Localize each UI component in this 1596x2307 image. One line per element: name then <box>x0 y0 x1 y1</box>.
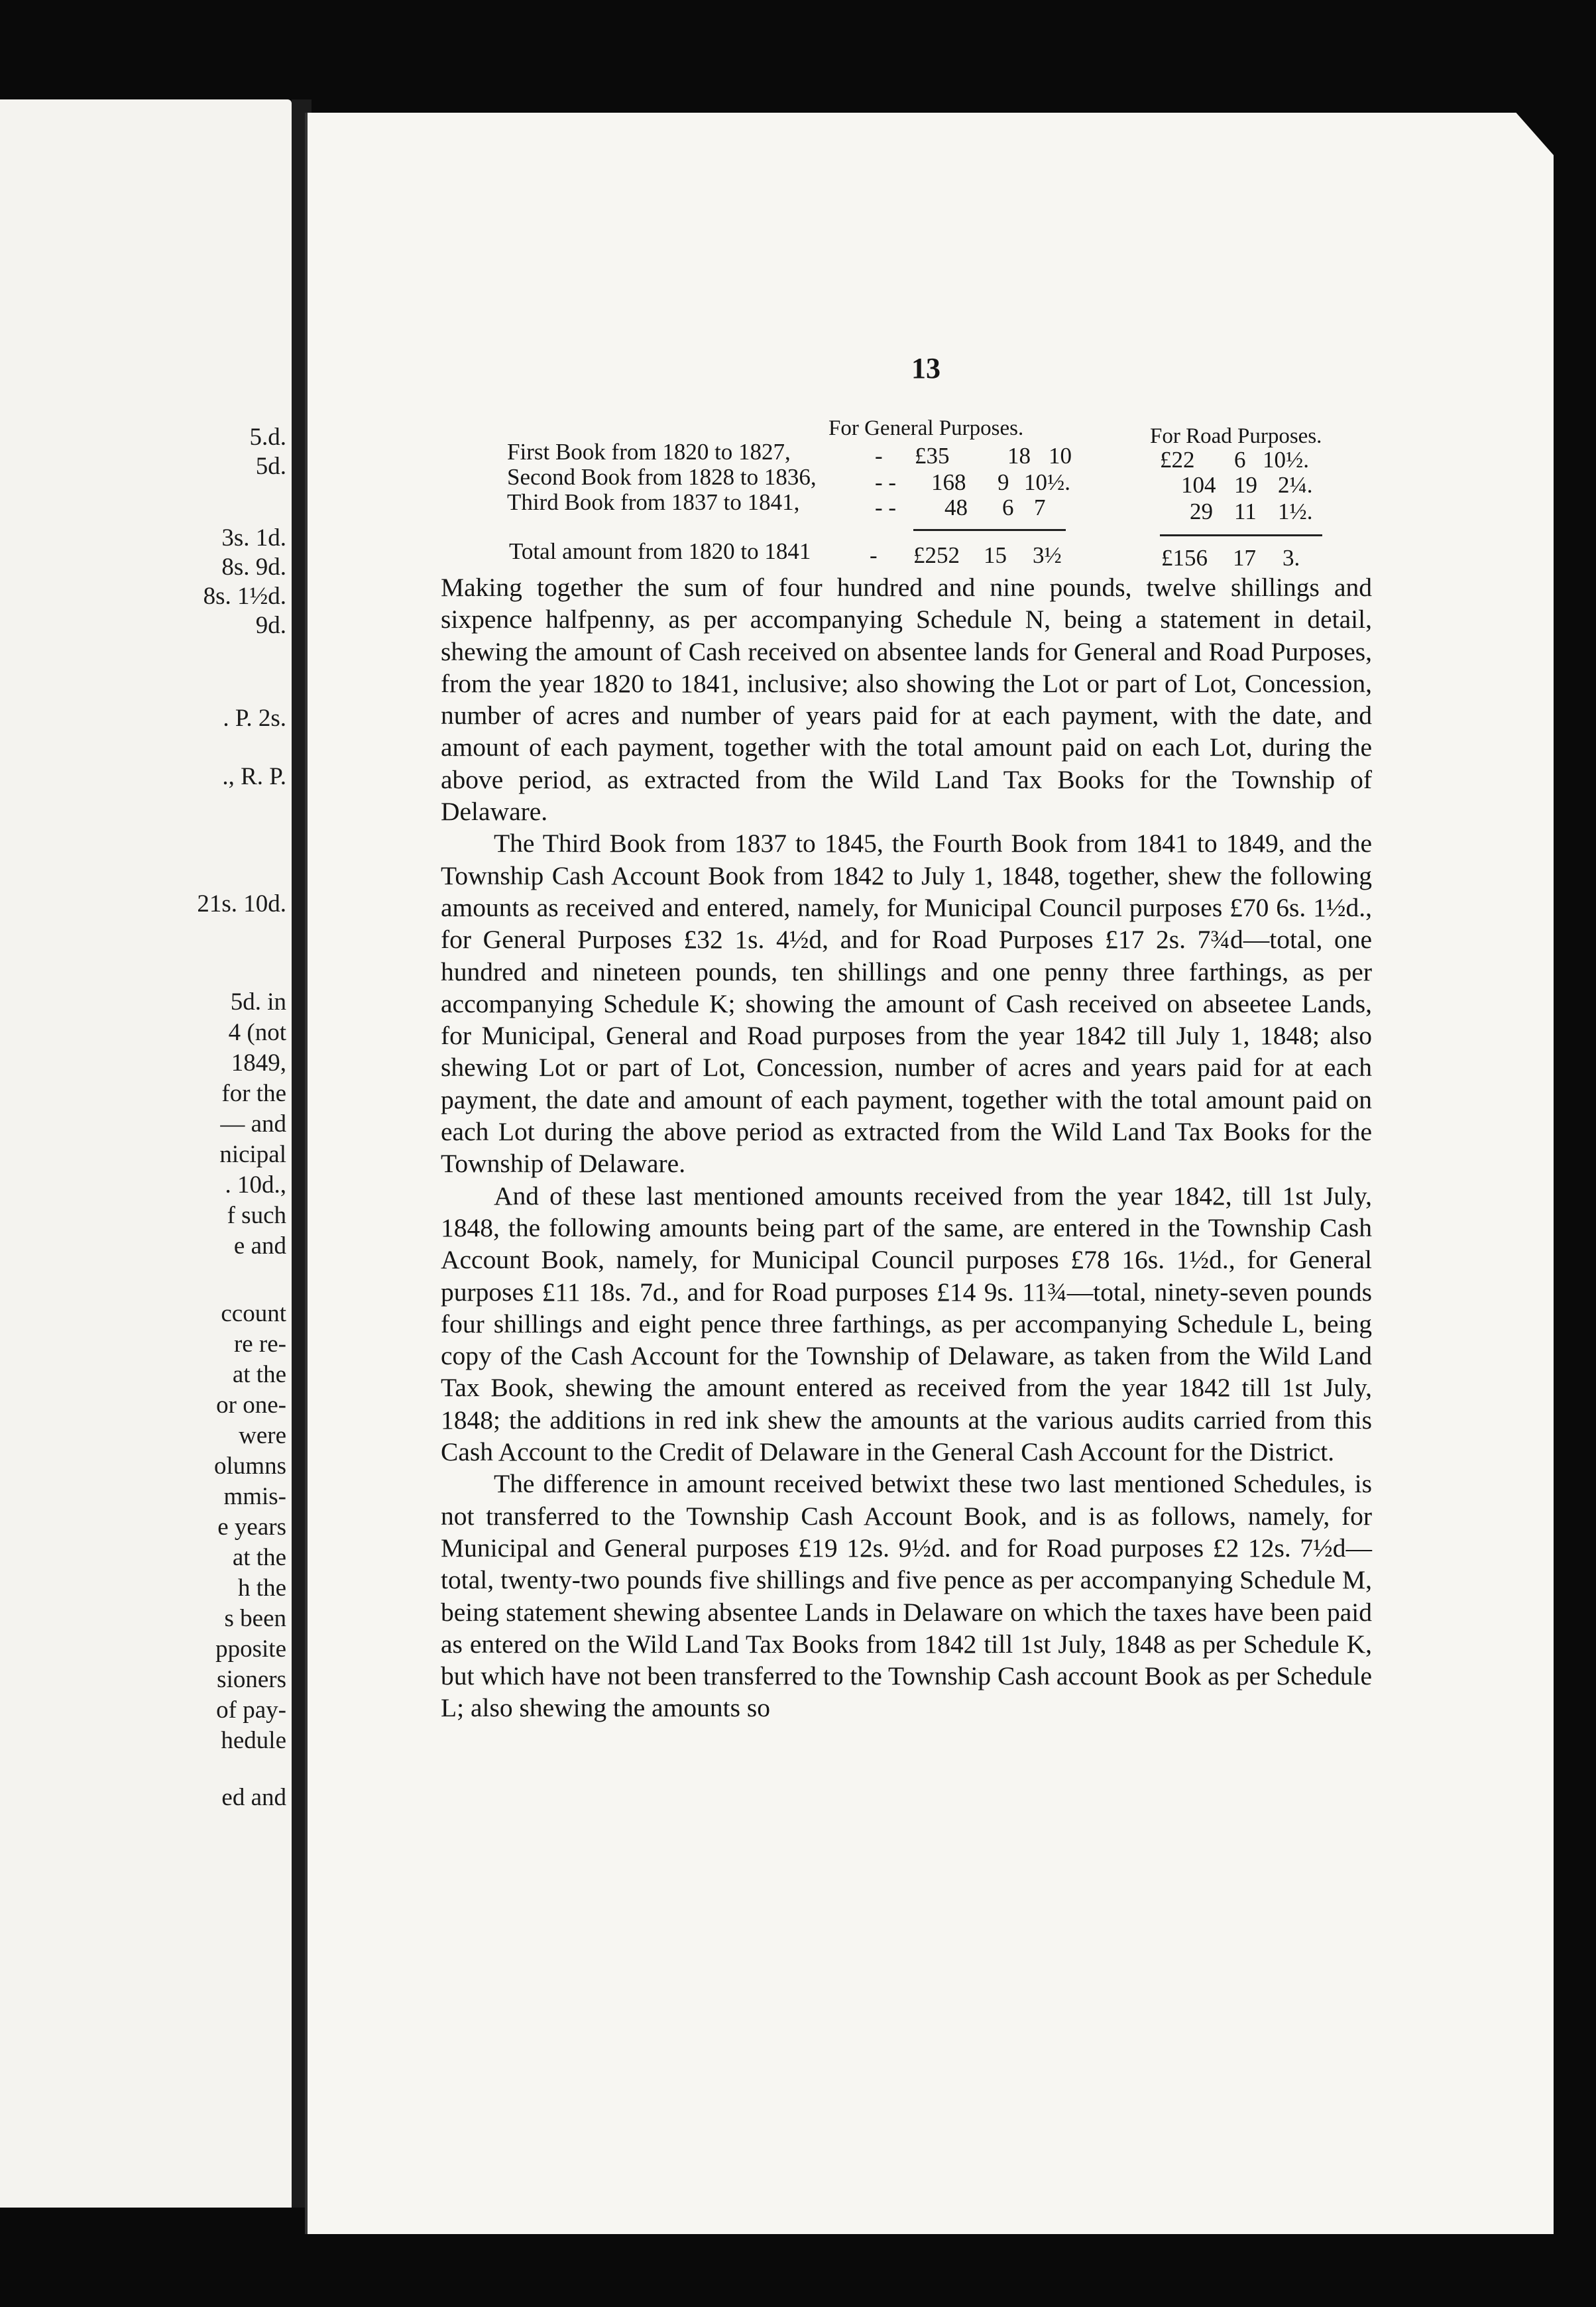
facing-page-text: ed and <box>221 1784 286 1811</box>
facing-page-text: 5.d. <box>249 424 286 451</box>
facing-page-text: were <box>239 1422 286 1449</box>
facing-page-text: . 10d., <box>225 1171 286 1199</box>
facing-page-text: of pay- <box>216 1696 286 1724</box>
body-text <box>441 571 1372 1724</box>
facing-page-text: olumns <box>214 1452 286 1480</box>
road-total-shillings: 17 <box>1233 545 1256 571</box>
ledger-total-label: Total amount from 1820 to 1841 <box>509 538 811 564</box>
road-total-pounds: £156 <box>1161 545 1208 571</box>
road-pounds: £22 <box>1160 447 1195 473</box>
facing-page-text: at the <box>232 1361 286 1388</box>
facing-page-text: ., R. P. <box>222 763 286 790</box>
road-shillings: 11 <box>1234 499 1257 524</box>
general-pounds: 48 <box>944 495 968 520</box>
general-pence: 7 <box>1034 495 1046 520</box>
paragraph: The Third Book from 1837 to 1845, the Fourth Book from 1841 to 1849, and the Township Cash Account Book from 1842 to July 1, 1848, together, shew the following amounts as received and entered, namely, for Municipal Council purposes £70 6s. 1½d., for General Purposes £32 1s. 4½d, and for Road Purposes £17 2s. 7¾d—total, one hundred and nineteen pounds, ten shillings and one penny three farthings, as per accompanying Schedule K; showing the amount of Cash received on abseetee Lands, for Municipal, General and Road purposes from the year 1842 till July 1, 1848; also shewing Lot or part of Lot, Concession, number of acres and years paid for at each payment, the date and amount of each payment, together with the total amount paid on each Lot during the above period as extracted from the Wild Land Tax Books for the Township of Delaware. <box>441 829 1372 1179</box>
facing-page-text: or one- <box>216 1391 286 1419</box>
facing-page-text: pposite <box>215 1635 286 1663</box>
paragraph: Making together the sum of four hundred and nine pounds, twelve shillings and sixpence halfpenny, as per accompanying Schedule N, being a statement in detail, shewing the amount of Cash received on absentee lands for General and Road Purposes, from the year 1820 to 1841, inclusive; also showing the Lot or part of Lot, Concession, number of acres and number of years paid for at each payment, with the date, and amount of each payment, together with the total amount paid on each Lot, during the above period, as extracted from the Wild Land Tax Books for the Township of Delaware. <box>441 573 1372 827</box>
general-pounds: 168 <box>931 469 966 495</box>
facing-page-text: nicipal <box>219 1141 286 1168</box>
facing-page-text: for the <box>221 1080 286 1107</box>
ledger-row-dash: - <box>875 443 883 469</box>
road-shillings: 6 <box>1234 447 1246 473</box>
facing-page-text: — and <box>220 1110 286 1138</box>
general-total-pence: 3½ <box>1033 542 1062 568</box>
facing-page-text: e and <box>233 1232 286 1260</box>
general-purposes-header: For General Purposes. <box>828 416 1024 440</box>
facing-page-text: f such <box>227 1202 286 1229</box>
ledger-table <box>0 0 1596 597</box>
facing-page-text: 5d. <box>255 453 286 480</box>
page-number: 13 <box>911 352 940 384</box>
facing-page-text: 9d. <box>255 612 286 639</box>
ledger-row-dash: - - <box>875 469 897 495</box>
facing-page-text: 5d. in <box>230 988 286 1016</box>
road-pence: 1½. <box>1278 499 1313 524</box>
facing-page-text: 4 (not <box>228 1019 286 1046</box>
facing-page-text: s been <box>224 1605 286 1632</box>
general-sum-rule <box>913 529 1066 531</box>
road-pounds: 104 <box>1181 472 1216 498</box>
road-sum-rule <box>1160 534 1322 536</box>
facing-page-text: ccount <box>221 1300 286 1327</box>
general-pounds: £35 <box>915 443 950 469</box>
general-total-pounds: £252 <box>913 542 960 568</box>
ledger-row-label: First Book from 1820 to 1827, <box>507 439 791 465</box>
ledger-row-label: Second Book from 1828 to 1836, <box>507 464 817 490</box>
general-pence: 10½. <box>1024 469 1070 495</box>
facing-page-text: hedule <box>221 1727 286 1754</box>
facing-page-text: . P. 2s. <box>223 705 286 732</box>
road-shillings: 19 <box>1234 472 1257 498</box>
road-pence: 10½. <box>1263 447 1309 473</box>
general-pence: 10 <box>1049 443 1072 469</box>
paragraph: The difference in amount received betwixt these two last mentioned Schedules, is not transferred to the Township Cash Account Book, and is as follows, namely, for Municipal and General purposes £19 12s. 9½d. and for Road purposes £2 12s. 7½d—total, twenty-two pounds five shillings and five pence as per accompanying Schedule M, being statement shewing absentee Lands in Delaware on which the taxes have been paid as entered on the Wild Land Tax Books from 1842 till 1st July, 1848 as per Schedule K, but which have not been transferred to the Township Cash account Book as per Schedule L; also shewing the amounts so <box>441 1469 1372 1723</box>
facing-page-text: at the <box>232 1544 286 1571</box>
road-total-pence: 3. <box>1282 545 1300 571</box>
road-pounds: 29 <box>1190 499 1213 524</box>
facing-page-text: re re- <box>233 1331 286 1358</box>
paragraph: And of these last mentioned amounts received from the year 1842, till 1st July, 1848, the following amounts being part of the same, are entered in the Township Cash Account Book, namely, for Municipal Council purposes £78 16s. 1½d., for General purposes £11 18s. 7d., and for Road purposes £14 9s. 11¾—total, ninety-seven pounds four shillings and eight pence three farthings, as per accompanying Schedule L, being copy of the Cash Account for the Township of Delaware, as taken from the Wild Land Tax Book, shewing the amount entered as received from the year 1842 till 1st July, 1848; the additions in red ink shew the amounts at the various audits carried from this Cash Account to the Credit of Delaware in the General Cash Account for the District. <box>441 1181 1372 1467</box>
facing-page-text: 8s. 9d. <box>221 554 286 581</box>
facing-page-text: 3s. 1d. <box>221 524 286 552</box>
facing-page-text: 8s. 1½d. <box>203 583 286 610</box>
general-total-shillings: 15 <box>984 542 1007 568</box>
facing-page-text: mmis- <box>223 1483 286 1510</box>
road-pence: 2¼. <box>1278 472 1313 498</box>
ledger-row-dash: - - <box>875 495 897 520</box>
ledger-row-dash: - <box>870 542 878 568</box>
facing-page-text: sioners <box>217 1666 286 1693</box>
facing-page-text: h the <box>238 1574 286 1602</box>
general-shillings: 6 <box>1002 495 1014 520</box>
ledger-row-label: Third Book from 1837 to 1841, <box>507 489 800 515</box>
facing-page-text: 21s. 10d. <box>197 890 286 917</box>
facing-page-text: 1849, <box>231 1049 286 1077</box>
road-purposes-header: For Road Purposes. <box>1150 424 1322 448</box>
general-shillings: 9 <box>997 469 1009 495</box>
facing-page-text: e years <box>217 1513 286 1541</box>
general-shillings: 18 <box>1007 443 1031 469</box>
